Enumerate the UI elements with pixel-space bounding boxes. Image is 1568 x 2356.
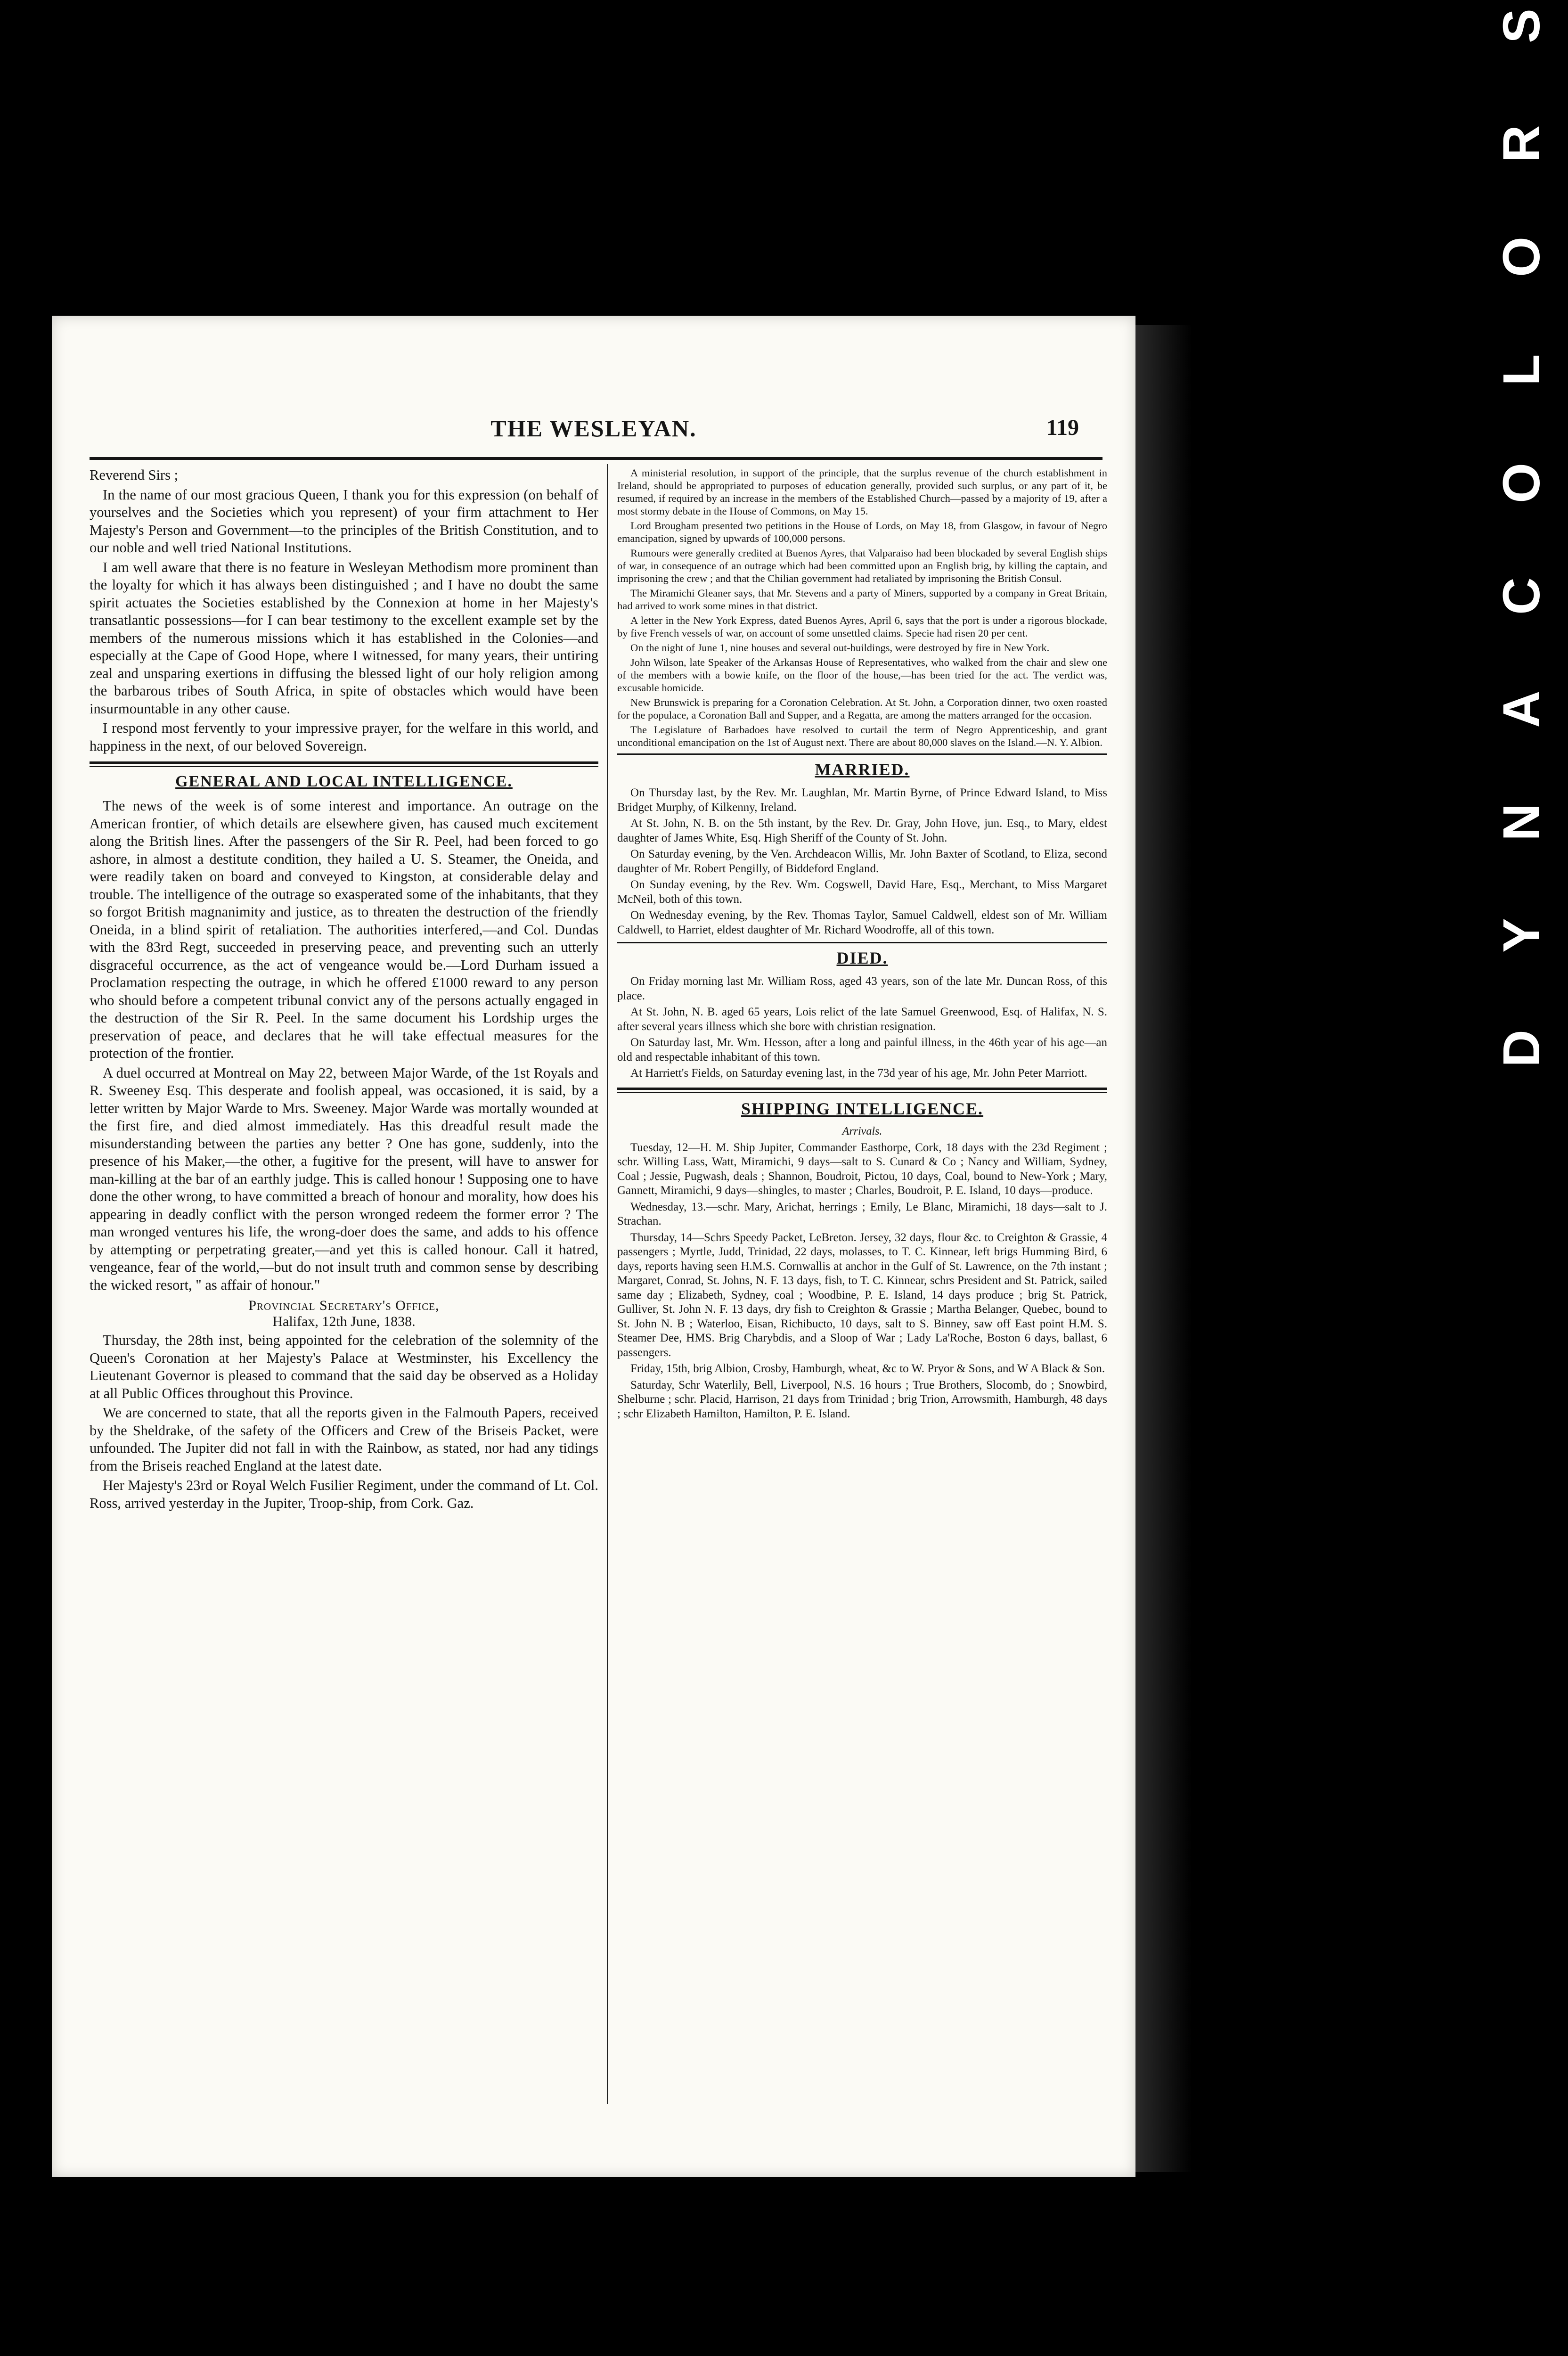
married-notice: On Saturday evening, by the Ven. Archdeacon Willis, Mr. John Baxter of Scotland, to Eliza, second daughter of Mr. Robert Pengilly, of Biddeford England. — [617, 848, 1107, 875]
header-rule — [90, 457, 1102, 460]
page-header — [108, 415, 1079, 452]
address-paragraph: In the name of our most gracious Queen, I thank you for this expression (on behalf of yourselves and the Societies which you represent) of your firm attachment to Her Majesty's Person and Government—to the principles of the British Constitution, and to our noble and well tried National Institutions. — [90, 486, 598, 556]
shipping-entry: Friday, 15th, brig Albion, Crosby, Hamburgh, wheat, &c to W. Pryor & Sons, and W A Black & Son. — [630, 1362, 1105, 1375]
watermark-letter: N — [1493, 803, 1551, 841]
notice-paragraph: Her Majesty's 23rd or Royal Welch Fusilier Regiment, under the command of Lt. Col. Ross, arrived yesterday in the Jupiter, Troop-ship, from Cork. Gaz. — [90, 1477, 598, 1511]
section-title-married: MARRIED. — [815, 760, 910, 779]
married-notice: On Sunday evening, by the Rev. Wm. Cogswell, David Hare, Esq., Merchant, to Miss Margaret McNeil, both of this town. — [617, 878, 1107, 906]
watermark-letter: R — [1493, 125, 1551, 163]
section-title-died: DIED. — [836, 949, 888, 967]
left-column — [90, 466, 598, 1514]
address-salutation: Reverend Sirs ; — [90, 467, 179, 483]
shipping-entry: Tuesday, 12—H. M. Ship Jupiter, Commander Easthorpe, Cork, 18 days with the 23d Regiment ; schr. Willing Lass, Watt, Miramichi, 9 days—salt to S. Cunard & Co ; Nancy and William, Sydney, Coal ; Jessie, Pugwash, deals ; Shannon, Boudroit, Pictou, 10 days, Coal, bound to New-York ; Mary, Gannett, Miramichi, 9 days—shingles, to master ; Charles, Boudroit, P. E. Island, 10 days—produce. — [617, 1141, 1107, 1197]
watermark-letter: A — [1493, 690, 1551, 728]
running-title: THE WESLEYAN. — [490, 415, 697, 442]
watermark-letter: S — [1493, 8, 1551, 43]
right-column — [617, 466, 1107, 1423]
died-notice: On Friday morning last Mr. William Ross, aged 43 years, son of the late Mr. Duncan Ross, of this place. — [617, 975, 1107, 1002]
news-paragraph: New Brunswick is preparing for a Coronation Celebration. At St. John, a Corporation dinner, two oxen roasted for the populace, a Coronation Ball and Supper, and a Regatta, are among the matters arranged for the occasion. — [617, 696, 1107, 721]
news-paragraph: A letter in the New York Express, dated Buenos Ayres, April 6, says that the port is under a rigorous blockade, by five French vessels of war, on account of some unsettled claims. Specie had risen 20 per cent. — [617, 614, 1107, 639]
news-paragraph: A ministerial resolution, in support of the principle, that the surplus revenue of the church establishment in Ireland, should be appropriated to purposes of education generally, provided such surplus, or any part of it, be resumed, if required by an increase in the members of the Established Church—passed by a majority of 19, after a most stormy debate in the House of Commons, on May 15. — [617, 467, 1107, 517]
news-paragraph: Lord Brougham presented two petitions in the House of Lords, on May 18, from Glasgow, in favour of Negro emancipation, signed by upwards of 100,000 persons. — [617, 520, 1107, 544]
notice-paragraph: Thursday, the 28th inst, being appointed for the celebration of the solemnity of the Queen's Coronation at her Majesty's Palace at Westminster, his Excellency the Lieutenant Governor is pleased to command that the said day be observed as a Holiday at all Public Offices throughout this Province. — [90, 1332, 598, 1401]
watermark-letter: D — [1493, 1030, 1551, 1067]
arrivals-label: Arrivals. — [842, 1125, 882, 1137]
watermark-letter: L — [1493, 354, 1551, 386]
died-notice: At St. John, N. B. aged 65 years, Lois relict of the late Samuel Greenwood, Esq. of Halifax, N. S. after several years illness which she bore with christian resignation. — [617, 1006, 1107, 1033]
news-paragraph: On the night of June 1, nine houses and several out-buildings, were destroyed by fire in New York. — [630, 642, 1050, 654]
shipping-entry: Saturday, Schr Waterlily, Bell, Liverpool, N.S. 16 hours ; True Brothers, Slocomb, do ; Snowbird, Shelburne ; schr. Placid, Harrison, 21 days from Trinidad ; brig Trion, Arrowsmith, Hamburgh, 48 days ; schr Elizabeth Hamilton, Hamilton, P. E. Island. — [617, 1378, 1107, 1420]
section-rule — [90, 761, 598, 767]
office-date: Halifax, 12th June, 1838. — [272, 1314, 416, 1329]
died-notice: At Harriett's Fields, on Saturday evening last, in the 73d year of his age, Mr. John Peter Marriott. — [630, 1067, 1087, 1080]
married-notice: At St. John, N. B. on the 5th instant, by the Rev. Dr. Gray, John Hove, jun. Esq., to Mary, eldest daughter of James White, Esq. High Sheriff of the County of St. John. — [617, 817, 1107, 844]
section-rule — [617, 1088, 1107, 1093]
section-rule — [617, 942, 1107, 943]
office-heading: Provincial Secretary's Office, — [248, 1298, 440, 1313]
notice-paragraph: We are concerned to state, that all the reports given in the Falmouth Papers, received by the Sheldrake, of the safety of the Officers and Crew of the Briseis Packet, were unfounded. The Jupiter did not fall in with the Rainbow, as stated, nor had any tidings from the Briseis reached England at the latest date. — [90, 1405, 598, 1474]
news-paragraph: The Legislature of Barbadoes have resolved to curtail the term of Negro Apprenticeship, and grant unconditional emancipation on the 1st of August next. There are about 80,000 slaves on the Island.—N. Y. Albion. — [617, 724, 1107, 748]
shipping-entry: Thursday, 14—Schrs Speedy Packet, LeBreton. Jersey, 32 days, flour &c. to Creighton & Grassie, 4 passengers ; Myrtle, Judd, Trinidad, 22 days, molasses, to T. C. Kinnear, left brigs Humming Bird, 6 days, reports having seen H.M.S. Cornwallis at anchor in the Gulf of St. Lawrence, on the 7th instant ; Margaret, Conrad, St. Johns, N. F. 13 days, fish, to T. C. Kinnear, schrs President and St. Patrick, sailed same day ; Elizabeth, Sydney, coal ; Woodbine, P. E. Island, 14 days produce ; brig St. Patrick, Gulliver, St. John N. F. 13 days, dry fish to Creighton & Grassie ; Martha Belanger, Quebec, bound to St. John N. B ; Waterloo, Eisan, Richibucto, 10 days, salt to S. Binney, saw off East point H.M. S. Steamer Dee, HMS. Brig Charybdis, and a Sloop of War ; Lady La'Roche, Boston 6 days, ballast, 6 passengers. — [617, 1231, 1107, 1359]
address-paragraph: I respond most fervently to your impressive prayer, for the welfare in this world, and happiness in the next, of our beloved Sovereign. — [90, 720, 598, 754]
watermark-letter: Y — [1493, 918, 1551, 953]
section-rule — [617, 753, 1107, 755]
watermark-letter: C — [1493, 577, 1551, 615]
died-notice: On Saturday last, Mr. Wm. Hesson, after a long and painful illness, in the 46th year of his age—an old and respectable inhabitant of this town. — [617, 1036, 1107, 1063]
dynacolor-watermark — [1489, 0, 1555, 1140]
intelligence-paragraph: A duel occurred at Montreal on May 22, between Major Warde, of the 1st Royals and R. Sweeney Esq. This desperate and foolish appeal, was occasioned, it is said, by a letter written by Major Warde to Mrs. Sweeney. Major Warde was mortally wounded at the first fire, and died almost immediately. Has this dreadful result made the misunderstanding between the parties any better ? One has gone, suddenly, into the presence of his Maker,—the other, a fugitive for the present, will have to answer for man-killing at the bar of an earthly judge. This is called honour ! Supposing one to have done the other wrong, to have committed a breach of honour and morality, how does his appearing in deadly conflict with the person wronged redeem the former error ? The man wronged ventures his life, the wrong-doer does the same, and adds to his offence by attempting or perpetrating greater,—and yet this is called honour. Call it hatred, vengeance, fear of the world,—but do not insult truth and common sense by describing the wicked resort, " as affair of honour." — [90, 1064, 598, 1293]
married-notice: On Thursday last, by the Rev. Mr. Laughlan, Mr. Martin Byrne, of Prince Edward Island, to Miss Bridget Murphy, of Kilkenny, Ireland. — [617, 786, 1107, 814]
page-number: 119 — [1046, 415, 1079, 440]
watermark-letter: O — [1493, 463, 1551, 503]
column-divider — [607, 464, 608, 2104]
section-title-shipping: SHIPPING INTELLIGENCE. — [741, 1099, 984, 1118]
newspaper-page — [52, 316, 1135, 2177]
news-paragraph: John Wilson, late Speaker of the Arkansas House of Representatives, who walked from the chair and slew one of the members with a bowie knife, on the floor of the house,—has been tried for the act. The verdict was, excusable homicide. — [617, 656, 1107, 694]
intelligence-paragraph: The news of the week is of some interest and importance. An outrage on the American frontier, of which details are elsewhere given, has caused much excitement along the British lines. After the passengers of the Sir R. Peel, had been forced to go ashore, in almost a destitute condition, they hailed a U. S. Steamer, the Oneida, and were readily taken on board and conveyed to Kingston, at considerable delay and trouble. The intelligence of the outrage so exasperated some of the inhabitants, that they so forgot British magnanimity and justice, as to threaten the destruction of the friendly Oneida, in a blind spirit of retaliation. The authorities interfered,—and Col. Dundas with the 83rd Regt, succeeded in preserving peace, and preventing such an utterly disgraceful occurrence, as the act of vengeance would be.—Lord Durham issued a Proclamation respecting the outrage, in which he offered £1000 reward to any person who should before a competent tribunal convict any of the persons actually engaged in the destruction of the Sir R. Peel. In the same document his Lordship urges the preservation of peace, and declares that he will take effectual measures for the protection of the frontier. — [90, 798, 598, 1061]
watermark-letter: O — [1493, 237, 1551, 277]
news-paragraph: Rumours were generally credited at Buenos Ayres, that Valparaiso had been blockaded by several English ships of war, in consequence of an outrage which had been committed upon an English brig, by killing the captain, and imprisoning the crew ; and that the Chilian government had retaliated by imprisoning the British Consul. — [617, 547, 1107, 584]
section-title-general-intelligence: GENERAL AND LOCAL INTELLIGENCE. — [175, 773, 513, 790]
page-gutter-shadow — [1135, 325, 1192, 2172]
news-block — [617, 466, 1107, 749]
scan-border-left — [0, 0, 19, 2356]
news-paragraph: The Miramichi Gleaner says, that Mr. Stevens and a party of Miners, supported by a company in Great Britain, had arrived to work some mines in that district. — [617, 587, 1107, 612]
married-notice: On Wednesday evening, by the Rev. Thomas Taylor, Samuel Caldwell, eldest son of Mr. William Caldwell, to Harriet, eldest daughter of Mr. Richard Woodroffe, all of this town. — [617, 909, 1107, 936]
shipping-entry: Wednesday, 13.—schr. Mary, Arichat, herrings ; Emily, Le Blanc, Miramichi, 18 days—salt to J. Strachan. — [617, 1200, 1107, 1227]
address-paragraph: I am well aware that there is no feature in Wesleyan Methodism more prominent than the loyalty for which it has always been distinguished ; and I have no doubt the same spirit actuates the Societies established by the Connexion at home in her Majesty's transatlantic possessions—for I can bear testimony to the excellent example set by the members of the numerous missions which it has established in the Colonies—and especially at the Cape of Good Hope, where I witnessed, for many years, their untiring zeal and unsparing exertions in diffusing the blessed light of our holy religion among the barbarous tribes of South Africa, in spite of obstacles which would have been insurmountable in any other cause. — [90, 559, 598, 717]
